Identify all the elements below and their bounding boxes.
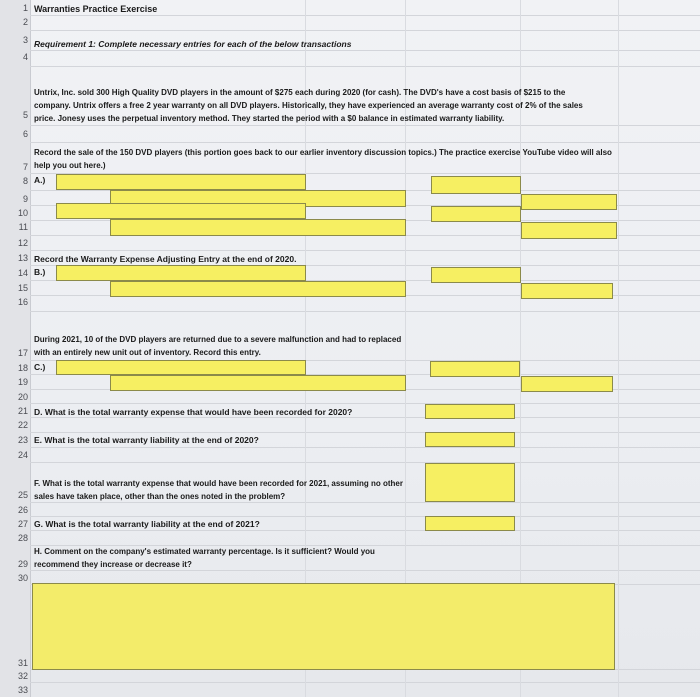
row-number[interactable]: 2 — [22, 17, 28, 27]
grid-line — [30, 66, 700, 67]
row-number[interactable]: 27 — [17, 519, 28, 529]
row-number[interactable]: 26 — [17, 505, 28, 515]
row-number[interactable]: 10 — [17, 208, 28, 218]
row-number[interactable]: 12 — [17, 238, 28, 248]
row-number[interactable]: 31 — [17, 658, 28, 668]
part-c-credit-cell[interactable] — [521, 376, 613, 392]
row-number[interactable]: 22 — [17, 420, 28, 430]
row-number[interactable]: 30 — [17, 573, 28, 583]
part-a-debit-cell[interactable] — [431, 176, 521, 194]
row-number[interactable]: 5 — [22, 110, 28, 120]
question-e-answer-cell[interactable] — [425, 432, 515, 447]
grid-line — [30, 125, 700, 126]
row-number[interactable]: 18 — [17, 363, 28, 373]
part-a-credit-cell[interactable] — [521, 222, 617, 239]
grid-line — [30, 30, 700, 31]
question-g[interactable]: G. What is the total warranty liability at the end of 2021? — [34, 519, 260, 529]
row-number[interactable]: 17 — [17, 348, 28, 358]
part-b-account-cell[interactable] — [110, 281, 406, 297]
grid-line — [30, 530, 700, 531]
question-h-answer-area[interactable] — [32, 583, 615, 670]
row-number[interactable]: 28 — [17, 533, 28, 543]
question-d-answer-cell[interactable] — [425, 404, 515, 419]
row-number[interactable]: 13 — [17, 253, 28, 263]
row-number[interactable]: 9 — [22, 194, 28, 204]
problem-intro[interactable]: Untrix, Inc. sold 300 High Quality DVD players in the amount of $275 each during 2020 (for cash). The DVD's have a cost basis of $215 to the company. Untrix offers a free 2 year warranty on all DVD players. Historically, they have experienced an average warranty cost of 2% of the sales price. Jonesy uses the perpetual inventory method. They started the period with a $0 balance in estimated warranty liability. — [34, 88, 583, 123]
part-a-account-cell[interactable] — [56, 174, 306, 190]
grid-line — [30, 50, 700, 51]
part-a-instructions[interactable]: Record the sale of the 150 DVD players (this portion goes back to our earlier inventory discussion topics.) The practice exercise YouTube video will also help you out here.) — [34, 148, 612, 170]
grid-line — [30, 462, 700, 463]
grid-column-line — [618, 0, 619, 697]
grid-line — [30, 432, 700, 433]
part-c-account-cell[interactable] — [56, 360, 306, 375]
part-a-credit-cell[interactable] — [521, 194, 617, 210]
row-number[interactable]: 3 — [22, 35, 28, 45]
question-g-answer-cell[interactable] — [425, 516, 515, 531]
grid-line — [30, 311, 700, 312]
grid-line — [30, 447, 700, 448]
requirement-heading[interactable]: Requirement 1: Complete necessary entries for each of the below transactions — [34, 39, 352, 49]
row-number[interactable]: 6 — [22, 129, 28, 139]
part-a-account-cell[interactable] — [56, 203, 306, 219]
row-number[interactable]: 19 — [17, 377, 28, 387]
row-number[interactable]: 7 — [22, 162, 28, 172]
part-a-account-cell[interactable] — [110, 219, 406, 236]
grid-line — [30, 403, 700, 404]
part-a-debit-cell[interactable] — [431, 206, 521, 222]
part-c-debit-cell[interactable] — [430, 361, 520, 377]
row-number[interactable]: 16 — [17, 297, 28, 307]
question-f[interactable]: F. What is the total warranty expense that would have been recorded for 2021, assuming no other sales have taken place, other than the ones noted in the problem? — [34, 479, 403, 501]
row-number[interactable]: 29 — [17, 559, 28, 569]
sheet-title[interactable]: Warranties Practice Exercise — [34, 4, 158, 14]
row-number[interactable]: 23 — [17, 435, 28, 445]
part-b-label[interactable]: B.) — [34, 267, 46, 277]
part-c-account-cell[interactable] — [110, 375, 406, 391]
row-number[interactable]: 11 — [18, 222, 28, 232]
row-number[interactable]: 25 — [17, 490, 28, 500]
grid-line — [30, 142, 700, 143]
question-d[interactable]: D. What is the total warranty expense that would have been recorded for 2020? — [34, 407, 353, 417]
grid-line — [30, 250, 700, 251]
grid-line — [30, 682, 700, 683]
part-a-label[interactable]: A.) — [34, 175, 46, 185]
row-number[interactable]: 4 — [22, 52, 28, 62]
part-b-account-cell[interactable] — [56, 265, 306, 281]
grid-line — [30, 516, 700, 517]
row-number[interactable]: 1 — [22, 3, 28, 13]
row-number[interactable]: 24 — [17, 450, 28, 460]
row-number[interactable]: 15 — [17, 283, 28, 293]
question-f-answer-cell[interactable] — [425, 463, 515, 502]
part-b-instructions[interactable]: Record the Warranty Expense Adjusting Entry at the end of 2020. — [34, 254, 297, 264]
question-h[interactable]: H. Comment on the company's estimated warranty percentage. Is it sufficient? Would you recommend they increase or decrease it? — [34, 547, 375, 569]
row-number[interactable]: 8 — [22, 176, 28, 186]
row-number[interactable]: 14 — [17, 268, 28, 278]
part-c-instructions[interactable]: During 2021, 10 of the DVD players are returned due to a severe malfunction and had to replaced with an entirely new unit out of inventory. Record this entry. — [34, 335, 402, 357]
row-number[interactable]: 20 — [17, 392, 28, 402]
row-number[interactable]: 21 — [17, 406, 28, 416]
part-c-label[interactable]: C.) — [34, 362, 46, 372]
question-e[interactable]: E. What is the total warranty liability at the end of 2020? — [34, 435, 259, 445]
part-b-debit-cell[interactable] — [431, 267, 521, 283]
row-number[interactable]: 32 — [17, 671, 28, 681]
row-number[interactable]: 33 — [17, 685, 28, 695]
grid-line — [30, 15, 700, 16]
part-b-credit-cell[interactable] — [521, 283, 613, 299]
